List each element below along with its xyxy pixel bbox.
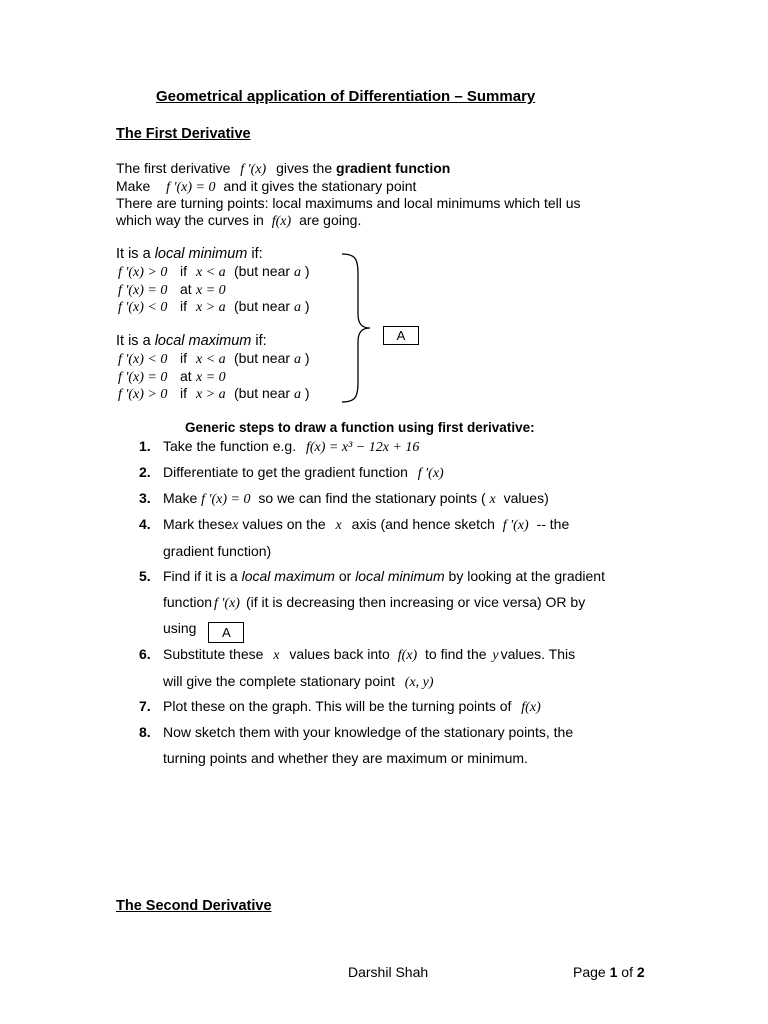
local-minimum-term: local minimum [154, 246, 248, 262]
intro-line-1 [116, 160, 450, 178]
intro-text: if: [255, 333, 267, 349]
page-total: 2 [636, 964, 645, 980]
math-expression: f(x) [271, 214, 292, 229]
x-relation: x < a [196, 265, 226, 280]
near-note-close: ) [304, 385, 310, 401]
step-text: Find if it is a [163, 568, 238, 584]
intro-line-2 [116, 178, 416, 196]
step-text: or [338, 568, 352, 584]
condition-row [118, 263, 310, 281]
derivative-condition: f '(x) > 0 [118, 265, 168, 280]
second-derivative-heading: The Second Derivative [116, 898, 272, 914]
math-expression: f(x) [397, 648, 418, 663]
near-note-close: ) [304, 350, 310, 366]
x-relation: x = 0 [196, 369, 226, 385]
step-text: values on the [242, 516, 326, 532]
intro-text: The first derivative [116, 160, 231, 176]
near-note: (but near [234, 263, 291, 279]
step-text: Substitute these [163, 646, 264, 662]
intro-text: are going. [299, 212, 362, 228]
step-text: will give the complete stationary point [163, 672, 395, 689]
math-expression: f '(x) [417, 466, 444, 481]
near-variable: a [293, 352, 301, 367]
step-text: using [163, 620, 197, 636]
local-maximum-intro [116, 333, 267, 349]
step-text: Now sketch them with your knowledge of the stationary points, the [163, 724, 574, 740]
list-item [139, 720, 703, 771]
page-current: 1 [609, 964, 618, 980]
intro-text: gives the [276, 160, 333, 176]
condition-word: if [180, 350, 187, 366]
math-expression: f(x) [521, 700, 541, 715]
list-item [139, 512, 703, 564]
label-box-a: A [383, 326, 419, 345]
math-expression: x [335, 518, 342, 533]
intro-line-3: There are turning points: local maximums and local minimums which tell us [116, 195, 581, 211]
step-text: -- the [536, 516, 570, 532]
x-relation: x = 0 [196, 282, 226, 298]
near-note-close: ) [304, 298, 310, 314]
step-text: values back into [289, 646, 390, 662]
intro-text: and it gives the stationary point [223, 178, 417, 194]
local-minimum-intro [116, 246, 263, 262]
local-minimum-term: local minimum [355, 568, 445, 584]
step-text: by looking at the gradient [448, 568, 605, 584]
footer-author: Darshil Shah [348, 964, 429, 980]
math-expression: f '(x) = 0 [201, 492, 251, 507]
list-item [139, 434, 703, 461]
derivative-condition: f '(x) = 0 [118, 282, 168, 298]
first-derivative-heading: The First Derivative [116, 126, 251, 142]
condition-word: at [180, 367, 192, 384]
list-item [139, 460, 703, 487]
step-text: gradient function) [163, 542, 272, 559]
gradient-function-term: gradient function [336, 160, 451, 176]
step-text: Mark these [163, 516, 233, 532]
condition-row [118, 298, 310, 316]
steps-heading: Generic steps to draw a function using first derivative: [185, 420, 535, 435]
list-item [139, 694, 703, 721]
intro-line-4 [116, 212, 361, 230]
math-expression: x [489, 492, 496, 507]
derivative-condition: f '(x) > 0 [118, 387, 168, 402]
local-maximum-term: local maximum [154, 333, 252, 349]
page-label: of [621, 964, 633, 980]
derivative-condition: f '(x) < 0 [118, 352, 168, 367]
math-expression: (x, y) [404, 674, 434, 690]
footer-page-number [573, 964, 645, 980]
math-expression: y [492, 648, 499, 663]
list-item [139, 486, 703, 513]
condition-word: if [180, 263, 187, 279]
step-text: axis (and hence sketch [351, 516, 495, 532]
step-text: Make [163, 490, 198, 506]
step-text: values. This [500, 646, 576, 662]
condition-row [118, 368, 234, 386]
math-expression: x [232, 518, 239, 533]
condition-word: if [180, 385, 187, 401]
list-item [139, 642, 703, 695]
step-number: 1. [139, 438, 151, 454]
derivative-condition: f '(x) = 0 [118, 369, 168, 385]
step-number: 3. [139, 490, 151, 506]
label-box-a: A [208, 622, 244, 643]
math-expression: f '(x) = 0 [166, 180, 216, 195]
math-expression: f(x) = x³ − 12x + 16 [305, 440, 420, 455]
step-text: (if it is decreasing then increasing or vice versa) OR by [245, 593, 586, 610]
math-expression: f '(x) [502, 518, 529, 533]
condition-row [118, 350, 310, 368]
near-variable: a [293, 300, 301, 315]
near-note: (but near [234, 385, 291, 401]
intro-text: It is a [116, 246, 151, 262]
math-expression: f '(x) [240, 162, 267, 177]
condition-word: if [180, 298, 187, 314]
step-text: to find the [425, 646, 487, 662]
intro-text: if: [251, 246, 263, 262]
page-label: Page [573, 964, 606, 980]
step-text: so we can find the stationary points ( [258, 490, 486, 506]
near-note-close: ) [304, 263, 310, 279]
step-number: 5. [139, 568, 151, 584]
derivative-condition: f '(x) < 0 [118, 300, 168, 315]
intro-text: which way the curves in [116, 212, 264, 228]
step-text: Take the function e.g. [163, 438, 297, 454]
step-number: 7. [139, 698, 151, 714]
document-title: Geometrical application of Differentiation – Summary [156, 88, 536, 105]
intro-text: It is a [116, 333, 151, 349]
step-number: 8. [139, 724, 151, 740]
math-expression: f '(x) [214, 595, 240, 611]
condition-row [118, 281, 234, 299]
local-maximum-term: local maximum [241, 568, 335, 584]
intro-text: Make [116, 178, 151, 194]
step-number: 2. [139, 464, 151, 480]
x-relation: x > a [196, 387, 226, 402]
x-relation: x < a [196, 352, 226, 367]
condition-row [118, 385, 310, 403]
list-item [139, 564, 703, 642]
right-brace [340, 252, 380, 404]
step-text: function [163, 593, 213, 610]
step-text: turning points and whether they are maximum or minimum. [163, 749, 528, 766]
math-expression: x [273, 648, 280, 663]
near-note: (but near [234, 298, 291, 314]
near-variable: a [293, 265, 301, 280]
step-number: 4. [139, 516, 151, 532]
x-relation: x > a [196, 300, 226, 315]
near-note: (but near [234, 350, 291, 366]
condition-word: at [180, 280, 192, 297]
near-variable: a [293, 387, 301, 402]
step-text: Differentiate to get the gradient function [163, 464, 408, 480]
step-number: 6. [139, 646, 151, 662]
step-text: Plot these on the graph. This will be the turning points of [163, 698, 512, 714]
step-text: values) [503, 490, 549, 506]
